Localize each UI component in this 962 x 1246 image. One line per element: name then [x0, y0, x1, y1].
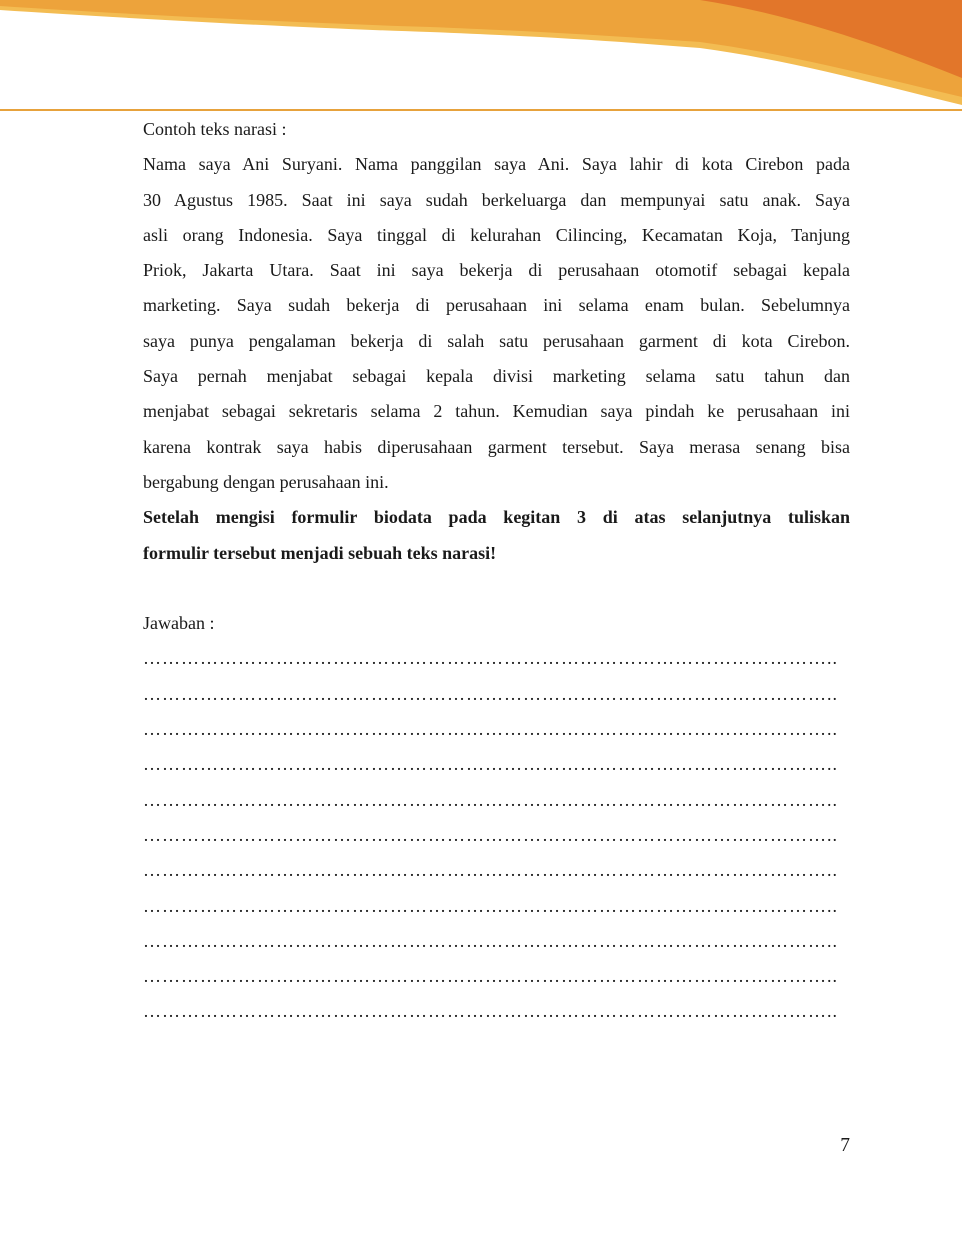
- answer-line: ………………………………………………………………………………………………..: [143, 754, 838, 775]
- page-number: 7: [840, 1135, 850, 1156]
- paragraph-line: Saya pernah menjabat sebagai kepala divisi marketing selama satu tahun dan: [143, 366, 850, 387]
- answer-line: ………………………………………………………………………………………………..: [143, 789, 838, 810]
- header-swoosh-graphic: [0, 0, 962, 115]
- narration-paragraph: [143, 147, 850, 500]
- header-rule-line: [0, 109, 962, 111]
- paragraph-line: Priok, Jakarta Utara. Saat ini saya bekerja di perusahaan otomotif sebagai kepala: [143, 260, 850, 281]
- answer-line: ………………………………………………………………………………………………..: [143, 719, 838, 740]
- instruction-line: formulir tersebut menjadi sebuah teks narasi!: [143, 542, 497, 563]
- instruction-text: [143, 500, 850, 571]
- paragraph-line: menjabat sebagai sekretaris selama 2 tahun. Kemudian saya pindah ke perusahaan ini: [143, 401, 850, 422]
- paragraph-line: bergabung dengan perusahaan ini.: [143, 471, 389, 492]
- intro-label: Contoh teks narasi :: [143, 119, 287, 139]
- spacer-row: [143, 571, 850, 606]
- paragraph-line: asli orang Indonesia. Saya tinggal di kelurahan Cilincing, Kecamatan Koja, Tanjung: [143, 224, 850, 245]
- instruction-line: Setelah mengisi formulir biodata pada kegitan 3 di atas selanjutnya tuliskan: [143, 507, 850, 528]
- answer-line: ………………………………………………………………………………………………..: [143, 648, 838, 669]
- answer-line: ………………………………………………………………………………………………..: [143, 930, 838, 951]
- answer-label: Jawaban :: [143, 613, 215, 634]
- answer-lines-block: [143, 641, 850, 1029]
- answer-line: ………………………………………………………………………………………………..: [143, 824, 838, 845]
- answer-line: ………………………………………………………………………………………………..: [143, 966, 838, 987]
- answer-line: ………………………………………………………………………………………………..: [143, 1001, 838, 1022]
- paragraph-line: saya punya pengalaman bekerja di salah satu perusahaan garment di kota Cirebon.: [143, 330, 850, 351]
- answer-line: ………………………………………………………………………………………………..: [143, 895, 838, 916]
- paragraph-line: Nama saya Ani Suryani. Nama panggilan saya Ani. Saya lahir di kota Cirebon pada: [143, 154, 850, 175]
- answer-line: ………………………………………………………………………………………………..: [143, 860, 838, 881]
- paragraph-line: marketing. Saya sudah bekerja di perusahaan ini selama enam bulan. Sebelumnya: [143, 295, 850, 316]
- document-body: [143, 112, 850, 1030]
- paragraph-line: 30 Agustus 1985. Saat ini saya sudah berkeluarga dan mempunyai satu anak. Saya: [143, 189, 850, 210]
- paragraph-line: karena kontrak saya habis diperusahaan garment tersebut. Saya merasa senang bisa: [143, 436, 850, 457]
- answer-line: ………………………………………………………………………………………………..: [143, 683, 838, 704]
